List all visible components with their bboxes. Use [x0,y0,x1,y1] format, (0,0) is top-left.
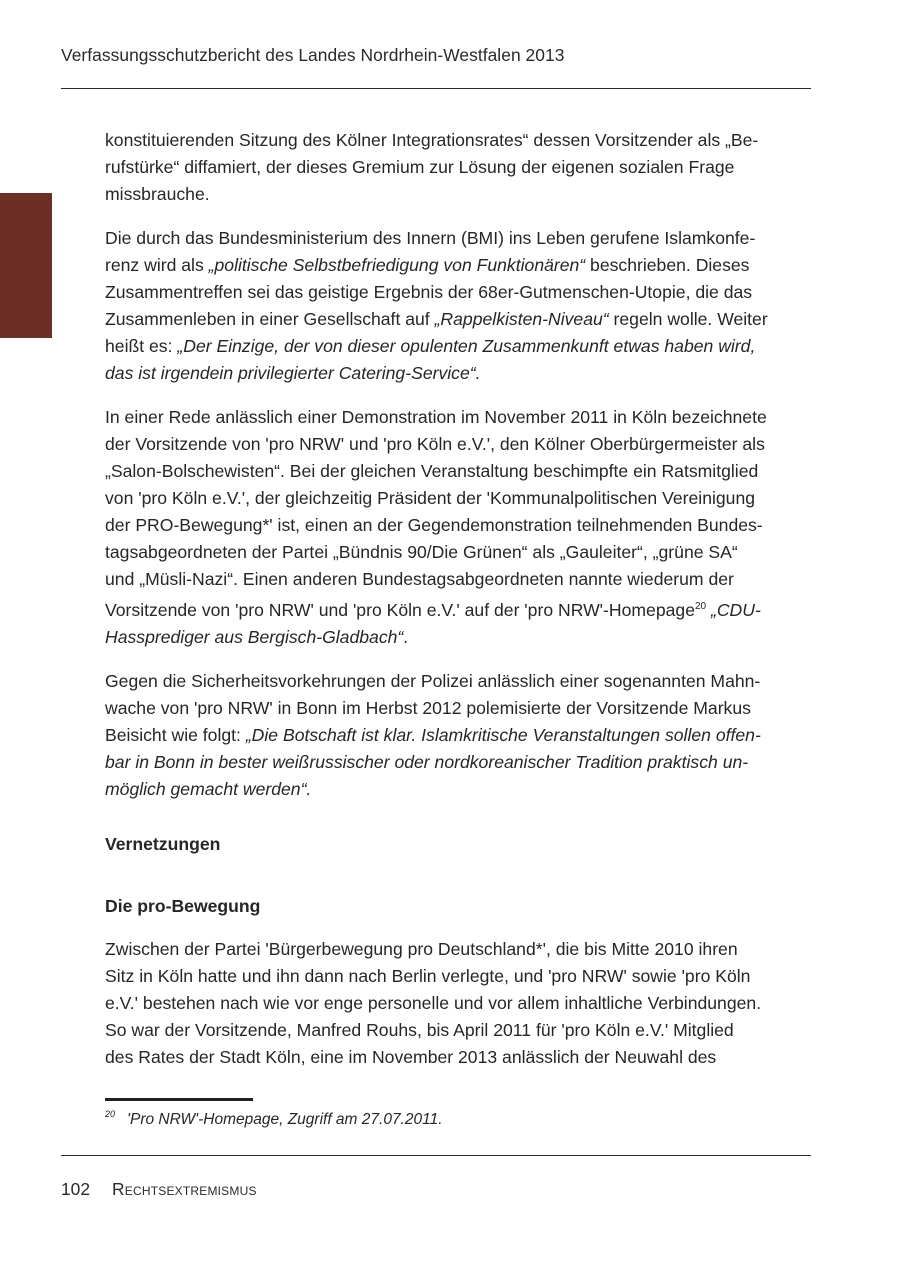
page-footer [61,1179,257,1200]
text-line: missbrauche. [105,184,210,204]
section-heading: Vernetzungen [105,834,221,854]
footer-section-title: Rechtsextremismus [112,1179,257,1199]
text-line: Gegen die Sicherheitsvorkehrungen der Polizei anlässlich einer sogenannten Mahn- [105,671,761,691]
text-line: Zusammentreffen sei das geistige Ergebnis der 68er-Gutmenschen-Utopie, die das [105,282,753,302]
text-run: renz wird als [105,255,209,275]
text-line: wache von 'pro NRW' in Bonn im Herbst 2012 polemisierte der Vorsitzende Markus [105,698,751,718]
text-run: heißt es: [105,336,178,356]
paragraph-5 [105,936,761,1071]
text-line: tagsabgeordneten der Partei „Bündnis 90/Die Grünen“ als „Gauleiter“, „grüne SA“ [105,542,738,562]
text-line: rufstürke“ diffamiert, der dieses Gremium zur Lösung der eigenen sozialen Frage [105,157,735,177]
text-line: konstituierenden Sitzung des Kölner Integrationsrates“ dessen Vorsitzender als „Be- [105,130,759,150]
quote-text: „CDU- [706,600,761,620]
text-line [105,776,817,803]
text-run: beschrieben. Dieses [585,255,750,275]
footnote-ref: 20 [694,601,707,612]
page-number: 102 [61,1179,91,1199]
quote-text: bar in Bonn in bester weißrussischer oder nordkoreanischer Tradition praktisch un- [105,752,749,772]
text-run: Zusammenleben in einer Gesellschaft auf [105,309,435,329]
text-line: „Salon-Bolschewisten“. Bei der gleichen Veranstaltung beschimpfte ein Ratsmitglied [105,461,759,481]
text-line: Sitz in Köln hatte und ihn dann nach Berlin verlegte, und 'pro NRW' sowie 'pro Köln [105,966,751,986]
quote-text: „Rappelkisten-Niveau“ [434,309,609,329]
text-line [105,749,817,776]
quote-text: „politische Selbstbefriedigung von Funktionären“ [208,255,586,275]
text-line: Zwischen der Partei 'Bürgerbewegung pro Deutschland*', die bis Mitte 2010 ihren [105,939,738,959]
footnote-number: 20 [105,1109,116,1119]
text-line: e.V.' bestehen nach wie vor enge personelle und vor allem inhaltliche Verbindungen. [105,993,762,1013]
text-line: Die durch das Bundesministerium des Innern (BMI) ins Leben gerufene Islamkonfe- [105,228,756,248]
chapter-tab [0,193,52,338]
text-line [105,593,817,624]
text-line [105,722,817,749]
paragraph-3 [105,404,817,651]
header-rule [61,88,811,89]
text-line: des Rates der Stadt Köln, eine im November 2013 anlässlich der Neuwahl des [105,1047,717,1067]
text-line [105,252,817,279]
text-run: Vorsitzende von 'pro NRW' und 'pro Köln e.V.' auf der 'pro NRW'-Homepage [105,600,695,620]
paragraph-1 [105,127,817,208]
footnote-rule [105,1098,253,1101]
quote-text: Hassprediger aus Bergisch-Gladbach“ [105,627,404,647]
quote-text: „Die Botschaft ist klar. Islamkritische Veranstaltungen sollen offen- [245,725,761,745]
running-header: Verfassungsschutzbericht des Landes Nordrhein-Westfalen 2013 [61,45,565,65]
footnote-text: 'Pro NRW'-Homepage, Zugriff am 27.07.2011. [127,1111,443,1128]
text-line: und „Müsli-Nazi“. Einen anderen Bundestagsabgeordneten nannte wiederum der [105,569,734,589]
text-line [105,624,817,651]
quote-text: das ist irgendein privilegierter Catering-Service“. [105,363,481,383]
text-line: der Vorsitzende von 'pro NRW' und 'pro Köln e.V.', den Kölner Oberbürgermeister als [105,434,765,454]
text-line: So war der Vorsitzende, Manfred Rouhs, bis April 2011 für 'pro Köln e.V.' Mitglied [105,1020,734,1040]
footer-rule [61,1155,811,1156]
body-text [105,127,817,1067]
text-line [105,333,817,360]
text-line [105,360,817,387]
subsection-heading: Die pro-Bewegung [105,896,261,916]
footnote [105,1109,443,1129]
text-run: Beisicht wie folgt: [105,725,246,745]
quote-text: „Der Einzige, der von dieser opulenten Zusammenkunft etwas haben wird, [177,336,756,356]
text-line: von 'pro Köln e.V.', der gleichzeitig Präsident der 'Kommunalpolitischen Vereinigung [105,488,756,508]
text-line: der PRO-Bewegung*' ist, einen an der Gegendemonstration teilnehmenden Bundes- [105,515,763,535]
text-run: . [403,627,409,647]
quote-text: möglich gemacht werden“. [105,779,312,799]
text-line: In einer Rede anlässlich einer Demonstration im November 2011 in Köln bezeichnete [105,407,767,427]
text-line [105,306,817,333]
text-run: regeln wolle. Weiter [608,309,768,329]
paragraph-4 [105,668,817,803]
paragraph-2 [105,225,817,387]
